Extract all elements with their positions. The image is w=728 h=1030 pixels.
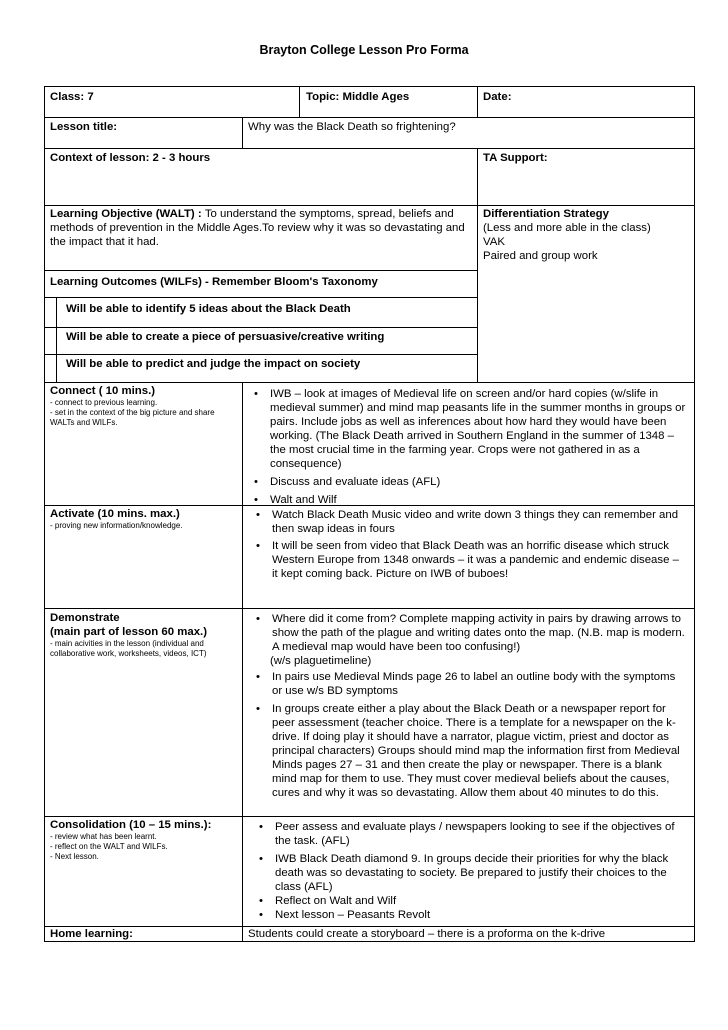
learning-objective [50,207,474,249]
class-label: Class: 7 [50,91,94,103]
demonstrate-subheading: (main part of lesson 60 max.) [50,626,207,638]
activate-left [50,507,238,531]
activity-text: It will be seen from video that Black Death was an horrific disease which struck Western Europe from 1348 onwards – it was a pandemic and endemic disease – it kept coming back. Picture on IWB of buboes! [272,540,679,580]
outcome-item: Will be able to create a piece of persuasive/creative writing [66,331,385,343]
activity-item [248,539,686,581]
activity-text: In pairs use Medieval Minds page 26 to label an outline body with the symptoms or use w/s BD symptoms [272,671,676,697]
activity-text: Discuss and evaluate ideas (AFL) [270,476,441,488]
bullet-icon: • [254,388,258,400]
connect-note: - connect to previous learning. [50,398,158,407]
differentiation-heading: Differentiation Strategy [483,208,609,220]
bullet-icon: • [254,476,258,488]
demonstrate-note: - main acivities in the lesson (individual and collaborative work, worksheets, videos, ICT) [50,639,207,658]
activity-text: Reflect on Walt and Wilf [275,895,397,907]
connect-activities [246,387,686,507]
consolidation-left [50,818,238,862]
home-learning-text: Students could create a storyboard – there is a proforma on the k-drive [248,928,606,940]
demonstrate-heading: Demonstrate [50,612,120,624]
consolidation-note: - reflect on the WALT and WILFs. [50,842,168,851]
divider [56,297,57,383]
activity-text: Where did it come from? Complete mapping activity in pairs by drawing arrows to show the path of the plague and writing dates onto the map. (N.B. map is modern. A medieval map would have been too confusing!) [272,613,685,653]
activity-text: Next lesson – Peasants Revolt [275,909,431,921]
activity-item [251,908,687,922]
lesson-title-value: Why was the Black Death so frightening? [248,121,456,133]
divider [44,327,478,328]
divider [242,117,243,149]
activity-text: In groups create either a play about the Black Death or a newspaper report for peer assessment (teacher choice. There is a template for a newspaper on the k-drive. If doing play it should have a narrator, plague victim, priest and doctor as principal characters) Groups should mind map the information first from Medieval Minds pages 27 – 31 and then create the play or newspaper. There is a blank mind map for them to use. They must cover medieval beliefs about the causes, cures and why it was so devastating. Allow them about 40 minutes to do this. [272,703,680,799]
connect-heading: Connect ( 10 mins.) [50,385,156,397]
activate-heading: Activate (10 mins. max.) [50,508,180,520]
differentiation-line: (Less and more able in the class) [483,222,651,234]
divider [477,205,478,383]
differentiation-line: VAK [483,236,505,248]
bullet-icon: • [259,895,263,907]
activity-item [248,670,686,698]
connect-note: - set in the context of the big picture and share WALTs and WILFs. [50,408,215,427]
outcomes-heading: Learning Outcomes (WILFs) - Remember Bloom's Taxonomy [50,276,378,288]
lesson-title-label: Lesson title: [50,121,118,133]
date-label: Date: [483,91,512,103]
activity-item [251,852,687,894]
bullet-icon: • [256,671,260,683]
differentiation-line: Paired and group work [483,250,598,262]
activity-item [246,475,686,489]
outcome-item: Will be able to identify 5 ideas about the Black Death [66,303,351,315]
consolidation-note: - Next lesson. [50,852,99,861]
divider [44,297,478,298]
divider [44,608,695,609]
bullet-icon: • [256,703,260,715]
demonstrate-activities [248,612,686,800]
divider [477,86,478,118]
bullet-icon: • [256,540,260,552]
bullet-icon: • [259,909,263,921]
divider [477,148,478,206]
activity-item [248,508,686,536]
objective-label: Learning Objective (WALT) : [50,208,205,220]
activity-item [248,702,686,800]
activity-item [246,387,686,471]
outcome-item: Will be able to predict and judge the impact on society [66,358,361,370]
activity-item [246,493,686,507]
objective-text: To understand the symptoms, spread, beliefs and methods of prevention in the Middle Ages.To review why it was so devastating and the impact that it had. [50,208,465,248]
worksheet-note: (w/s plaguetimeline) [270,655,372,667]
home-learning-heading: Home learning: [50,928,133,940]
activity-text: Walt and Wilf [270,494,337,506]
ta-support-label: TA Support: [483,152,548,164]
divider [299,86,300,118]
divider [44,816,695,817]
divider [242,382,243,942]
activate-activities [248,508,686,581]
consolidation-activities [251,820,687,922]
activity-item [248,612,686,654]
divider [44,270,478,271]
activate-note: - proving new information/knowledge. [50,521,183,530]
activity-text: IWB Black Death diamond 9. In groups decide their priorities for why the black death was so devastating to society. Be prepared to justify their choices to the class (AFL) [275,853,669,893]
activity-text: IWB – look at images of Medieval life on screen and/or hard copies (w/slife in medieval summer) and mind map peasants life in the summer months in groups or pairs. Include jobs as well as inferences about how hard they would have been working. (The Black Death arrived in Southern England in the summer of 1348 – the most crucial time in the farming year. Crops were not gathered in as a consequence) [270,388,686,470]
page-title: Brayton College Lesson Pro Forma [259,43,469,57]
connect-left [50,384,238,428]
activity-item [251,894,687,908]
activity-item [251,820,687,848]
divider [44,354,478,355]
demonstrate-left [50,611,238,659]
topic-label: Topic: Middle Ages [306,91,410,103]
activity-text: Peer assess and evaluate plays / newspapers looking to see if the objectives of the task. (AFL) [275,821,675,847]
consolidation-note: - review what has been learnt. [50,832,157,841]
consolidation-heading: Consolidation (10 – 15 mins.): [50,819,212,831]
bullet-icon: • [254,494,258,506]
activity-text: Watch Black Death Music video and write down 3 things they can remember and then swap ideas in fours [272,509,679,535]
bullet-icon: • [256,509,260,521]
differentiation-strategy [483,207,691,263]
bullet-icon: • [259,821,263,833]
bullet-icon: • [256,613,260,625]
bullet-icon: • [259,853,263,865]
context-label: Context of lesson: 2 - 3 hours [50,152,211,164]
